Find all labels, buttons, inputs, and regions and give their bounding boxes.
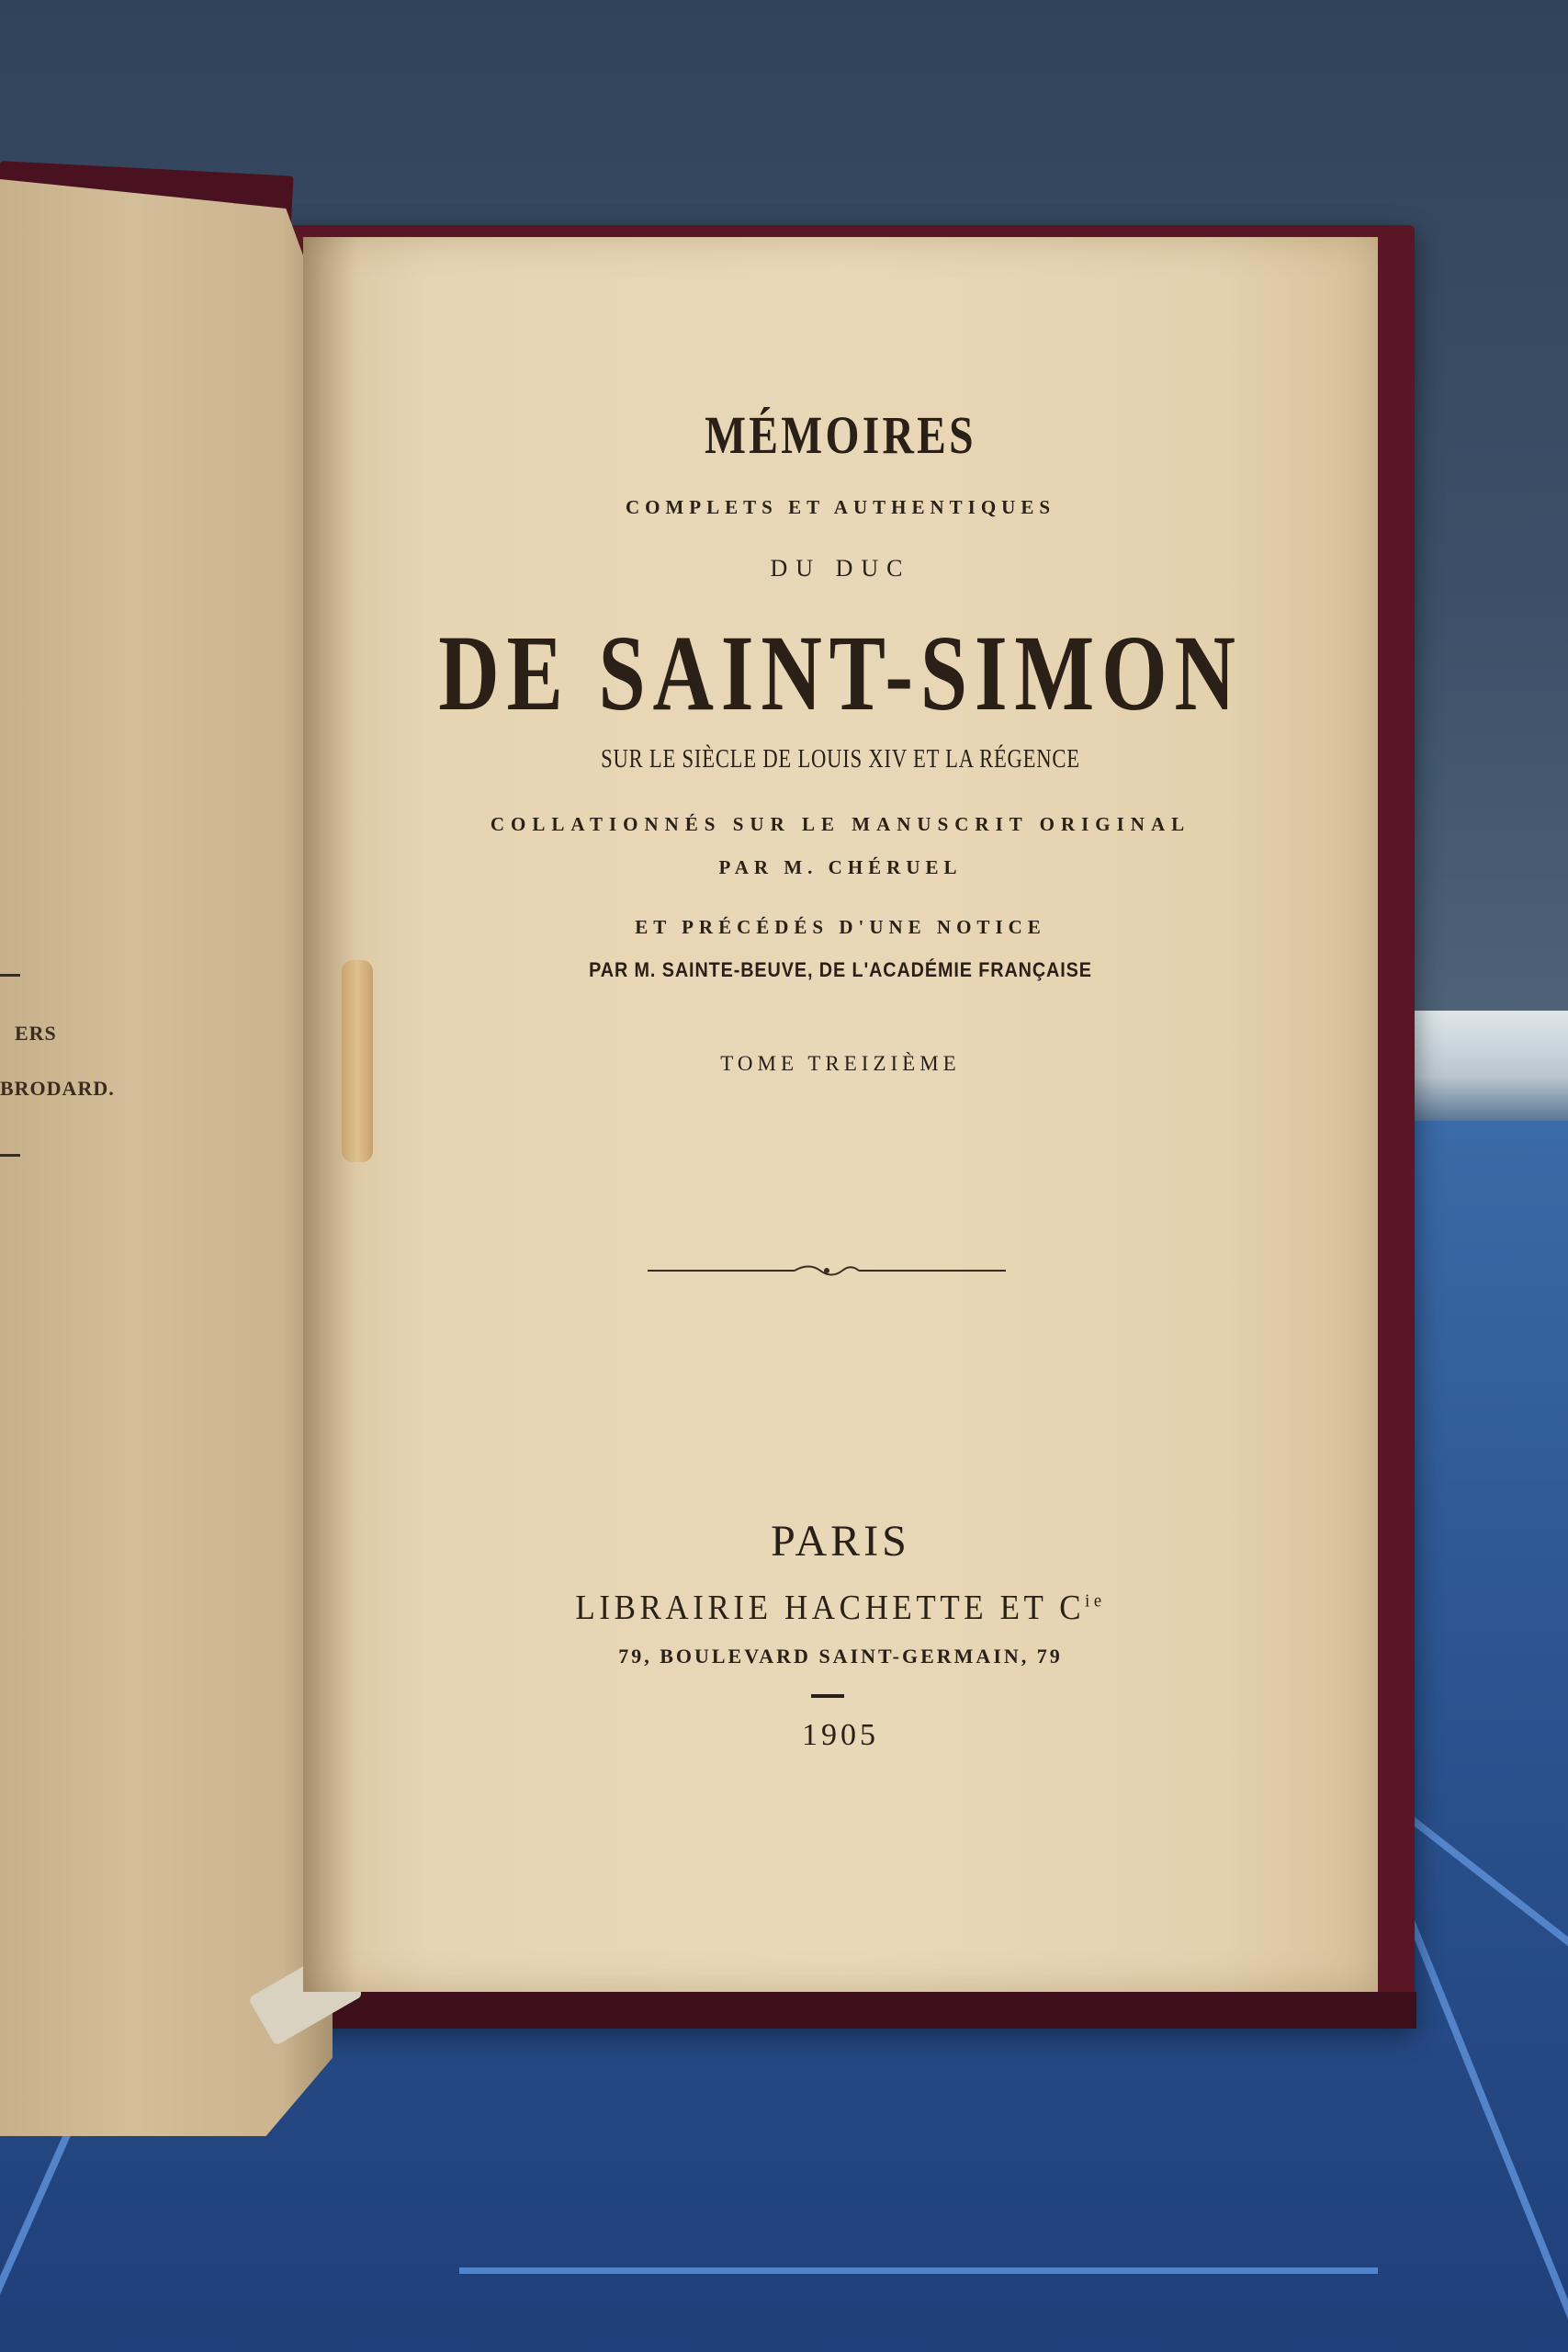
divider — [0, 1154, 20, 1157]
divider — [811, 1694, 844, 1698]
editor-name: PAR M. CHÉRUEL — [718, 856, 963, 878]
subtitle-siecle: SUR LE SIÈCLE DE LOUIS XIV ET LA RÉGENCE — [601, 744, 1080, 774]
left-page-text: ERS — [15, 1022, 57, 1045]
table-line — [459, 2267, 1378, 2274]
volume-number: TOME TREIZIÈME — [720, 1052, 961, 1075]
left-page-text: BRODARD. — [0, 1077, 115, 1100]
subtitle-complets: COMPLETS ET AUTHENTIQUES — [625, 496, 1056, 518]
table-line — [1405, 1814, 1568, 2034]
notice-line: ET PRÉCÉDÉS D'UNE NOTICE — [635, 916, 1046, 938]
imprint-city: PARIS — [771, 1517, 910, 1566]
notice-author: PAR M. SAINTE-BEUVE, DE L'ACADÉMIE FRANÇAISE — [589, 958, 1092, 981]
imprint-year: 1905 — [802, 1718, 879, 1752]
title-memoires: MÉMOIRES — [705, 405, 976, 465]
publisher-name: LIBRAIRIE HACHETTE ET C — [575, 1589, 1086, 1627]
imprint-publisher — [346, 1588, 1335, 1628]
left-page — [0, 179, 333, 2136]
book-cover-edge — [333, 1992, 1416, 2029]
imprint-address: 79, BOULEVARD SAINT-GERMAIN, 79 — [618, 1645, 1063, 1668]
divider — [0, 974, 20, 977]
publisher-superscript: ie — [1085, 1590, 1106, 1611]
subtitle-du-duc: DU DUC — [770, 555, 911, 582]
ornament-divider — [648, 1264, 1006, 1277]
title-author-name: DE SAINT-SIMON — [438, 613, 1243, 733]
editor-line: COLLATIONNÉS SUR LE MANUSCRIT ORIGINAL — [490, 813, 1191, 835]
